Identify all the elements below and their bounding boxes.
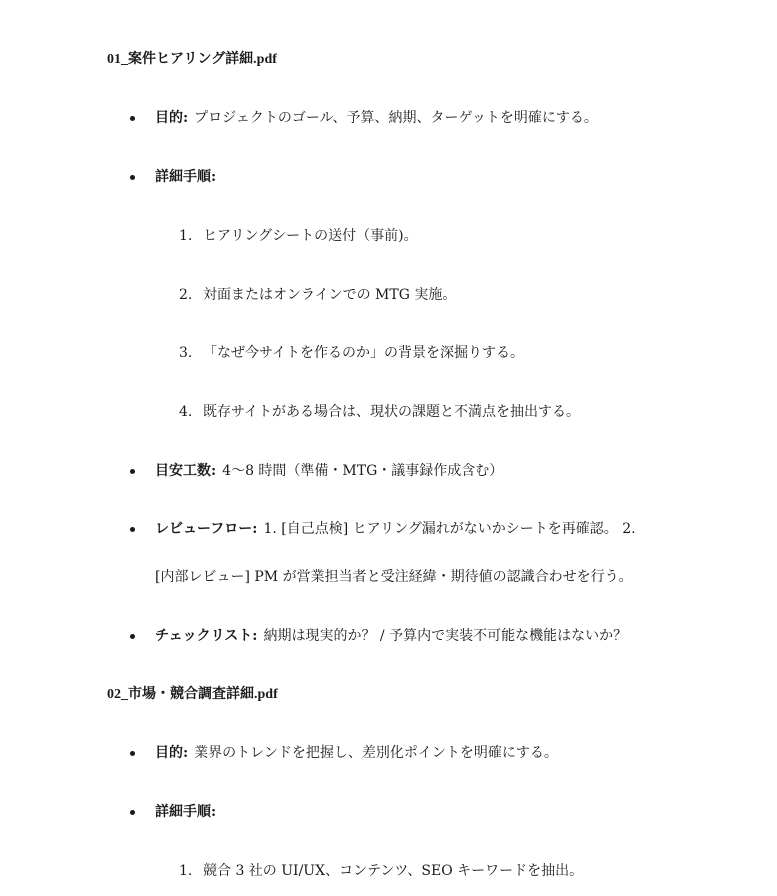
purpose-label: 目的:	[155, 745, 189, 761]
purpose-item	[155, 108, 598, 128]
checklist-item	[155, 626, 627, 646]
step-number: 1.	[179, 863, 193, 879]
bullet-dot	[130, 810, 135, 815]
steps-item	[155, 167, 222, 187]
bullet-dot	[130, 527, 135, 532]
review-text: 1. [自己点検] ヒアリング漏れがないかシートを再確認。 2.	[263, 521, 636, 537]
bullet-dot	[130, 634, 135, 639]
steps-label: 詳細手順:	[155, 169, 217, 185]
step-number: 2.	[179, 287, 193, 303]
step-item	[179, 402, 580, 422]
checklist-text: 納期は現実的か？ / 予算内で実装不可能な機能はないか？	[263, 628, 628, 644]
step-item	[179, 343, 524, 363]
bullet-dot	[130, 116, 135, 121]
step-text: 競合 3 社の UI/UX、コンテンツ、SEO キーワードを抽出。	[203, 863, 584, 879]
purpose-label: 目的:	[155, 110, 189, 126]
step-text: 「なぜ今サイトを作るのか」の背景を深掘りする。	[203, 345, 525, 361]
steps-label: 詳細手順:	[155, 804, 217, 820]
bullet-dot	[130, 175, 135, 180]
effort-label: 目安工数:	[155, 463, 217, 479]
purpose-item	[155, 743, 558, 763]
step-text: ヒアリングシートの送付（事前)。	[203, 228, 418, 244]
bullet-dot	[130, 751, 135, 756]
purpose-text: 業界のトレンドを把握し、差別化ポイントを明確にする。	[194, 745, 558, 761]
section-title-02: 02_市場・競合調査詳細.pdf	[107, 687, 278, 702]
bullet-dot	[130, 469, 135, 474]
review-label: レビューフロー:	[155, 521, 258, 537]
checklist-label: チェックリスト:	[155, 628, 258, 644]
step-text: 既存サイトがある場合は、現状の課題と不満点を抽出する。	[203, 404, 581, 420]
step-number: 1.	[179, 228, 193, 244]
review-item	[155, 519, 636, 539]
step-item	[179, 285, 456, 305]
step-text: 対面またはオンラインでの MTG 実施。	[203, 287, 457, 303]
step-item	[179, 226, 418, 246]
section-title-01: 01_案件ヒアリング詳細.pdf	[107, 52, 277, 67]
step-item	[179, 861, 583, 881]
step-number: 3.	[179, 345, 193, 361]
effort-text: 4〜8 時間（準備・MTG・議事録作成含む）	[222, 463, 504, 479]
steps-item	[155, 802, 222, 822]
review-text-continued: [内部レビュー] PM が営業担当者と受注経緯・期待値の認識合わせを行う。	[155, 569, 633, 585]
step-number: 4.	[179, 404, 193, 420]
purpose-text: プロジェクトのゴール、予算、納期、ターゲットを明確にする。	[194, 110, 598, 126]
effort-item	[155, 461, 503, 481]
